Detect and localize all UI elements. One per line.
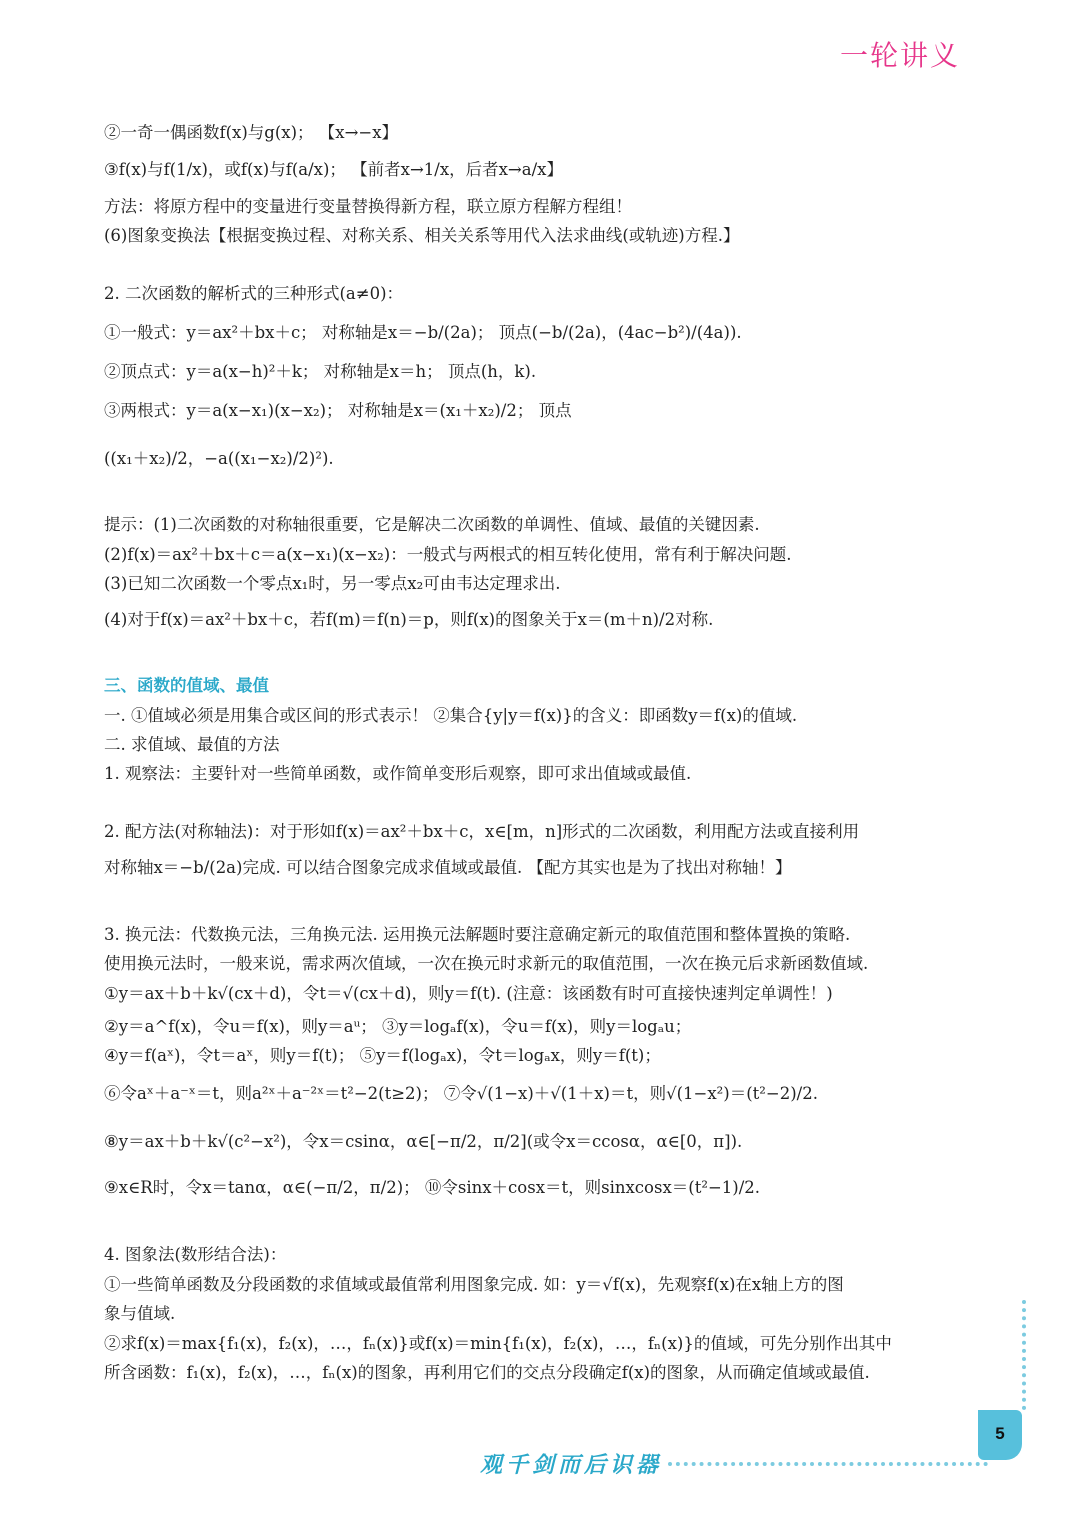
tip-line: 提示：(1)二次函数的对称轴很重要，它是解决二次函数的单调性、值域、最值的关键因素. [104, 515, 760, 534]
text-line: 2. 配方法(对称轴法)：对于形如f(x)＝ax²＋bx＋c，x∈[m，n]形式的二次函数，利用配方法或直接利用 [104, 822, 860, 841]
page-number-badge [978, 1410, 1022, 1460]
text-line: 二. 求值域、最值的方法 [104, 735, 280, 754]
footer-slogan: 观千剑而后识器 [480, 1452, 663, 1478]
text-line: ②求f(x)＝max{f₁(x)，f₂(x)，…，fₙ(x)}或f(x)＝min{f₁(x)，f₂(x)，…，fₙ(x)}的值域，可先分别作出其中 [104, 1334, 892, 1353]
text-line: ((x₁＋x₂)/2，−a((x₁−x₂)/2)²). [104, 449, 334, 468]
decorative-dotted-line [1022, 1300, 1026, 1410]
tip-line: (4)对于f(x)＝ax²＋bx＋c，若f(m)＝f(n)＝p，则f(x)的图象关于x＝(m＋n)/2对称. [104, 610, 714, 629]
text-line: 一. ①值域必须是用集合或区间的形式表示！ ②集合{y|y＝f(x)}的含义：即函数y＝f(x)的值域. [104, 706, 798, 725]
tip-line: (3)已知二次函数一个零点x₁时，另一零点x₂可由韦达定理求出. [104, 574, 561, 593]
text-line: 象与值域. [104, 1304, 176, 1323]
text-line: 所含函数：f₁(x)，f₂(x)，…，fₙ(x)的图象，再利用它们的交点分段确定f(x)的图象，从而确定值域或最值. [104, 1363, 870, 1382]
formula-line: ①y＝ax＋b＋k√(cx＋d)，令t＝√(cx＋d)，则y＝f(t). (注意：该函数有时可直接快速判定单调性！) [104, 984, 833, 1003]
text-line: ③f(x)与f(1/x)，或f(x)与f(a/x)； 【前者x→1/x，后者x→a/x】 [104, 160, 563, 179]
tip-line: (2)f(x)＝ax²＋bx＋c＝a(x−x₁)(x−x₂)：一般式与两根式的相互转化使用，常有利于解决问题. [104, 545, 792, 564]
formula-line: ⑧y＝ax＋b＋k√(c²−x²)，令x＝csinα，α∈[−π/2，π/2](或令x＝ccosα，α∈[0，π]). [104, 1132, 743, 1151]
formula-line: ②y＝a^f(x)，令u＝f(x)，则y＝aᵘ； ③y＝logₐf(x)，令u＝f(x)，则y＝logₐu； [104, 1017, 692, 1036]
text-line: ①一些简单函数及分段函数的求值域或最值常利用图象完成. 如：y＝√f(x)，先观察f(x)在x轴上方的图 [104, 1275, 844, 1294]
section-heading: 2. 二次函数的解析式的三种形式(a≠0)： [104, 284, 404, 303]
text-line: 4. 图象法(数形结合法)： [104, 1245, 287, 1264]
text-line: 方法：将原方程中的变量进行变量替换得新方程，联立原方程解方程组！ [104, 197, 632, 216]
text-line: ②顶点式：y＝a(x−h)²＋k； 对称轴是x＝h； 顶点(h，k). [104, 362, 537, 381]
formula-line: ④y＝f(aˣ)，令t＝aˣ，则y＝f(t)； ⑤y＝f(logₐx)，令t＝logₐx，则y＝f(t)； [104, 1046, 661, 1065]
page-number: 5 [995, 1424, 1005, 1443]
text-line: (6)图象变换法【根据变换过程、对称关系、相关关系等用代入法求曲线(或轨迹)方程.】 [104, 226, 740, 245]
formula-line: ⑨x∈R时，令x＝tanα，α∈(−π/2，π/2)； ⑩令sinx＋cosx＝t，则sinxcosx＝(t²−1)/2. [104, 1178, 761, 1197]
text-line: ①一般式：y＝ax²＋bx＋c； 对称轴是x＝−b/(2a)； 顶点(−b/(2a)，(4ac−b²)/(4a)). [104, 323, 742, 342]
text-line: 使用换元法时，一般来说，需求两次值域，一次在换元时求新元的取值范围，一次在换元后求新函数值域. [104, 954, 869, 973]
decorative-dotted-line [668, 1462, 988, 1466]
text-line: ②一奇一偶函数f(x)与g(x)； 【x→−x】 [104, 123, 399, 142]
section-title: 三、函数的值域、最值 [104, 676, 269, 695]
text-line: 3. 换元法：代数换元法，三角换元法. 运用换元法解题时要注意确定新元的取值范围和整体置换的策略. [104, 925, 851, 944]
formula-line: ⑥令aˣ＋a⁻ˣ＝t，则a²ˣ＋a⁻²ˣ＝t²−2(t≥2)； ⑦令√(1−x)＋√(1＋x)＝t，则√(1−x²)＝(t²−2)/2. [104, 1084, 818, 1103]
text-line: ③两根式：y＝a(x−x₁)(x−x₂)； 对称轴是x＝(x₁＋x₂)/2； 顶点 [104, 401, 572, 420]
text-line: 1. 观察法：主要针对一些简单函数，或作简单变形后观察，即可求出值域或最值. [104, 764, 692, 783]
text-line: 对称轴x＝−b/(2a)完成. 可以结合图象完成求值域或最值. 【配方其实也是为了找出对称轴！】 [104, 858, 792, 877]
page-header-title: 一轮讲义 [839, 39, 960, 72]
